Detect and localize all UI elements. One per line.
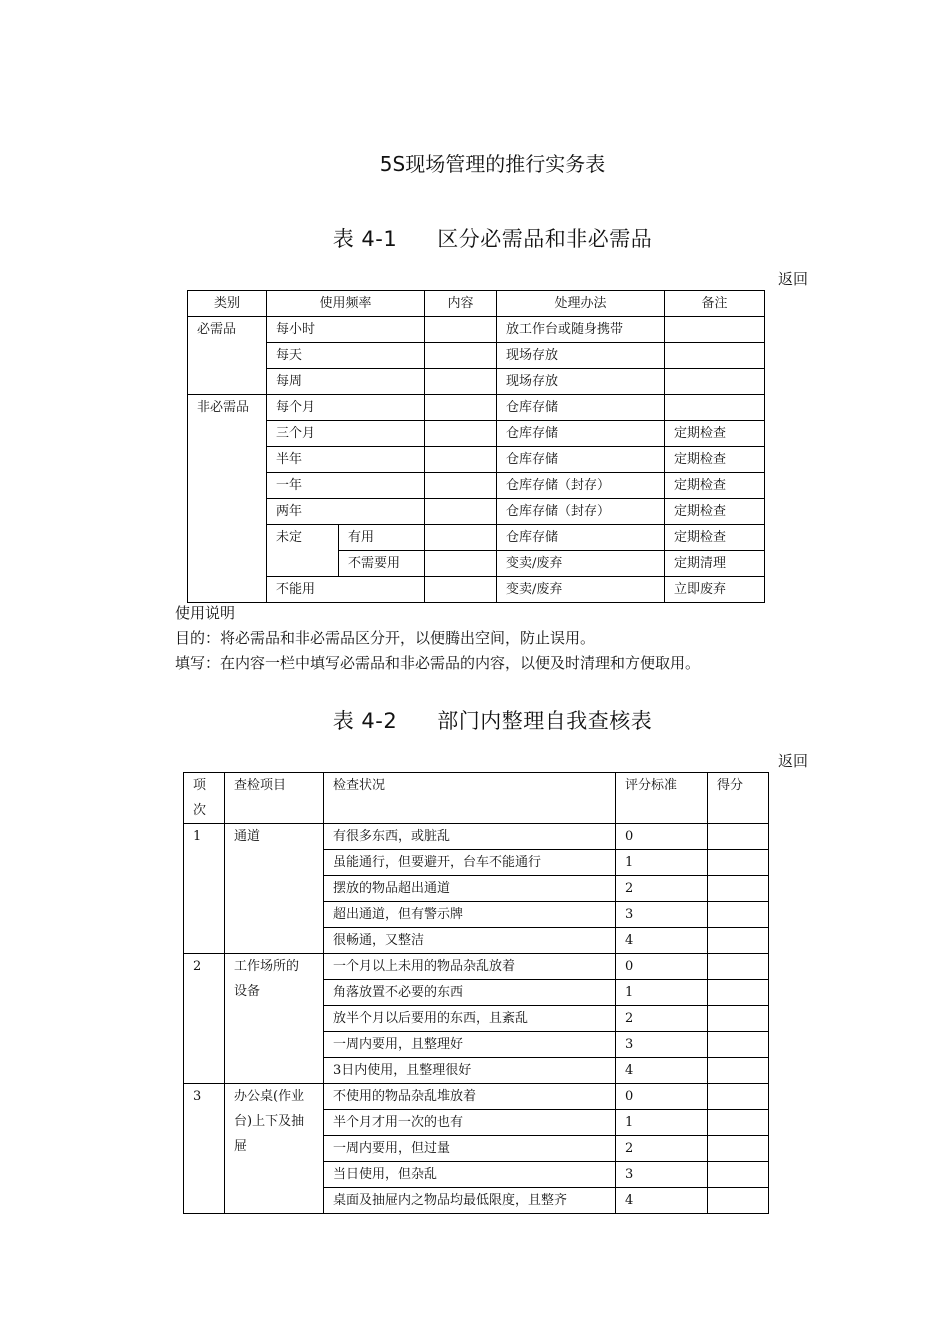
score-cell[interactable] [708,824,769,850]
score-cell[interactable] [708,876,769,902]
frequency-sub-cell: 不需要用 [339,551,425,577]
remark-cell: 定期检查 [665,421,765,447]
header-no-line2: 次 [193,803,207,818]
score-cell[interactable] [708,954,769,980]
score-cell[interactable] [708,980,769,1006]
table2-body [184,824,769,1214]
status-cell: 3日内使用，且整理很好 [324,1058,616,1084]
status-cell: 角落放置不必要的东西 [324,980,616,1006]
category-cell: 非必需品 [188,395,267,603]
check-item-line: 屉 [234,1139,248,1154]
table-row [188,421,765,447]
content-cell[interactable] [425,525,497,551]
status-cell: 放半个月以后要用的东西，且紊乱 [324,1006,616,1032]
check-item-line: 工作场所的 [234,959,300,974]
header-score: 得分 [708,773,769,824]
remark-cell: 定期检查 [665,447,765,473]
back-link-1[interactable]: 返回 [778,270,809,288]
back-link-2[interactable]: 返回 [778,752,809,770]
notes-heading: 使用说明 [175,604,236,622]
handling-cell: 现场存放 [497,369,665,395]
handling-cell: 仓库存储 [497,447,665,473]
table-row [184,824,769,850]
handling-cell: 仓库存储 [497,421,665,447]
handling-cell: 变卖/废弃 [497,551,665,577]
content-cell[interactable] [425,499,497,525]
frequency-cell: 三个月 [267,421,425,447]
table2-name: 部门内整理自我查核表 [437,709,653,733]
frequency-cell: 每小时 [267,317,425,343]
table-row [184,1084,769,1110]
status-cell: 一周内要用，但过量 [324,1136,616,1162]
table-row [188,395,765,421]
content-cell[interactable] [425,343,497,369]
handling-cell: 仓库存储 [497,525,665,551]
criteria-cell: 4 [616,928,708,954]
criteria-cell: 0 [616,1084,708,1110]
remark-cell [665,369,765,395]
table1-header-row [188,291,765,317]
remark-cell [665,317,765,343]
status-cell: 超出通道，但有警示牌 [324,902,616,928]
handling-cell: 仓库存储（封存） [497,473,665,499]
table2-header-row [184,773,769,824]
check-item-line: 通道 [234,829,261,844]
table-row [188,525,765,551]
table1 [187,290,765,603]
frequency-cell: 每周 [267,369,425,395]
criteria-cell: 1 [616,850,708,876]
criteria-cell: 0 [616,824,708,850]
criteria-cell: 1 [616,980,708,1006]
criteria-cell: 2 [616,876,708,902]
criteria-cell: 3 [616,1162,708,1188]
content-cell[interactable] [425,395,497,421]
item-number-cell: 3 [184,1084,225,1214]
check-item-cell [225,954,324,1084]
remark-cell: 定期清理 [665,551,765,577]
score-cell[interactable] [708,1136,769,1162]
status-cell: 摆放的物品超出通道 [324,876,616,902]
frequency-cell: 半年 [267,447,425,473]
table2-title [0,705,950,735]
status-cell: 有很多东西，或脏乱 [324,824,616,850]
criteria-cell: 0 [616,954,708,980]
frequency-cell: 两年 [267,499,425,525]
handling-cell: 仓库存储 [497,395,665,421]
table-row [188,577,765,603]
frequency-cell: 不能用 [267,577,425,603]
header-remark: 备注 [665,291,765,317]
check-item-line: 办公桌(作业 [234,1089,305,1104]
notes-purpose: 目的：将必需品和非必需品区分开，以便腾出空间，防止误用。 [175,629,596,647]
criteria-cell: 3 [616,1032,708,1058]
header-criteria: 评分标准 [616,773,708,824]
header-item: 查检项目 [225,773,324,824]
criteria-cell: 2 [616,1006,708,1032]
category-cell: 必需品 [188,317,267,395]
criteria-cell: 4 [616,1188,708,1214]
score-cell[interactable] [708,1084,769,1110]
content-cell[interactable] [425,421,497,447]
table-row [184,954,769,980]
score-cell[interactable] [708,1188,769,1214]
header-no-line1: 项 [193,778,207,793]
criteria-cell: 1 [616,1110,708,1136]
check-item-cell [225,1084,324,1214]
status-cell: 桌面及抽屉内之物品均最低限度，且整齐 [324,1188,616,1214]
status-cell: 半个月才用一次的也有 [324,1110,616,1136]
document-title: 5S现场管理的推行实务表 [379,152,606,176]
table2-number: 表 4-2 [332,709,398,733]
score-cell[interactable] [708,1032,769,1058]
handling-cell: 现场存放 [497,343,665,369]
criteria-cell: 2 [616,1136,708,1162]
handling-cell: 放工作台或随身携带 [497,317,665,343]
frequency-cell: 每个月 [267,395,425,421]
check-item-line: 设备 [234,984,261,999]
header-no [184,773,225,824]
content-cell[interactable] [425,473,497,499]
undetermined-cell: 未定 [267,525,339,577]
header-frequency: 使用频率 [267,291,425,317]
content-cell[interactable] [425,577,497,603]
table1-title [0,223,950,253]
header-handling: 处理办法 [497,291,665,317]
table-row [188,317,765,343]
frequency-sub-cell: 有用 [339,525,425,551]
frequency-cell: 每天 [267,343,425,369]
content-cell[interactable] [425,317,497,343]
item-number-cell: 2 [184,954,225,1084]
status-cell: 虽能通行，但要避开，台车不能通行 [324,850,616,876]
header-status: 检查状况 [324,773,616,824]
score-cell[interactable] [708,902,769,928]
table-row [188,447,765,473]
check-item-cell [225,824,324,954]
content-cell[interactable] [425,447,497,473]
content-cell[interactable] [425,369,497,395]
remark-cell: 立即废弃 [665,577,765,603]
handling-cell: 仓库存储（封存） [497,499,665,525]
score-cell[interactable] [708,1006,769,1032]
remark-cell: 定期检查 [665,525,765,551]
score-cell[interactable] [708,1110,769,1136]
score-cell[interactable] [708,850,769,876]
remark-cell: 定期检查 [665,499,765,525]
status-cell: 一周内要用，且整理好 [324,1032,616,1058]
remark-cell [665,343,765,369]
frequency-cell: 一年 [267,473,425,499]
table2 [183,772,769,1214]
content-cell[interactable] [425,551,497,577]
notes-fill: 填写：在内容一栏中填写必需品和非必需品的内容，以便及时清理和方便取用。 [175,654,701,672]
status-cell: 当日使用，但杂乱 [324,1162,616,1188]
header-category: 类别 [188,291,267,317]
usage-notes [175,601,700,676]
status-cell: 一个月以上未用的物品杂乱放着 [324,954,616,980]
score-cell[interactable] [708,1162,769,1188]
criteria-cell: 3 [616,902,708,928]
item-number-cell: 1 [184,824,225,954]
remark-cell: 定期检查 [665,473,765,499]
table-row [188,343,765,369]
score-cell[interactable] [708,928,769,954]
status-cell: 不使用的物品杂乱堆放着 [324,1084,616,1110]
criteria-cell: 4 [616,1058,708,1084]
table1-name: 区分必需品和非必需品 [437,227,653,251]
header-content: 内容 [425,291,497,317]
remark-cell [665,395,765,421]
table-row [188,369,765,395]
score-cell[interactable] [708,1058,769,1084]
handling-cell: 变卖/废弃 [497,577,665,603]
status-cell: 很畅通，又整洁 [324,928,616,954]
check-item-line: 台)上下及抽 [234,1114,305,1129]
table-row [188,473,765,499]
table1-number: 表 4-1 [332,227,398,251]
table-row [188,499,765,525]
